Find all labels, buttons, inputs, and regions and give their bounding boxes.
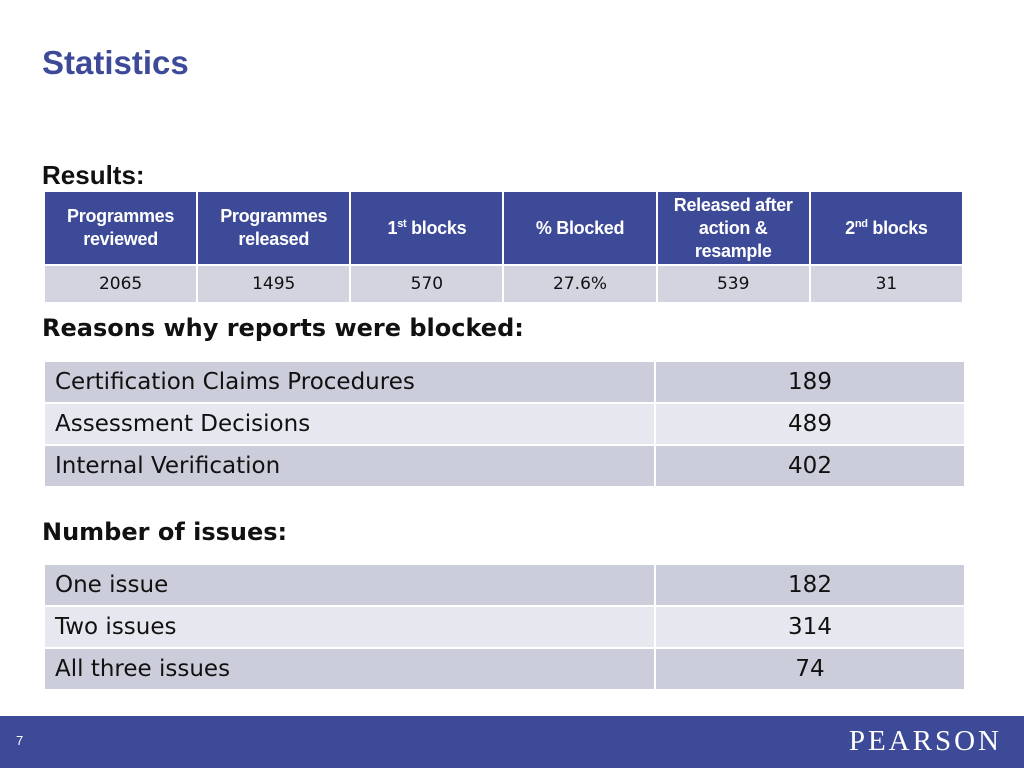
reason-count: 489 [655,403,965,445]
issue-count: 74 [655,648,965,690]
reason-label: Internal Verification [44,445,655,487]
value-programmes-released: 1495 [197,265,350,303]
issue-count: 314 [655,606,965,648]
header-first-blocks-label: blocks [406,217,467,238]
issues-heading: Number of issues: [42,518,288,546]
slide-title: Statistics [42,44,189,81]
value-first-blocks: 570 [350,265,503,303]
reason-count: 402 [655,445,965,487]
value-released-after-action: 539 [657,265,810,303]
issue-label: Two issues [44,606,655,648]
header-second-blocks [810,191,963,265]
table-row [44,403,965,445]
table-row [44,606,965,648]
results-value-row [44,265,963,303]
issue-label: All three issues [44,648,655,690]
header-released-after-action: Released after action & resample [657,191,810,265]
header-programmes-reviewed: Programmes reviewed [44,191,197,265]
header-second-blocks-label: blocks [867,217,928,238]
footer-bar [0,716,1024,768]
issues-table [43,563,966,691]
reasons-table [43,360,966,488]
reason-label: Certification Claims Procedures [44,361,655,403]
pearson-logo: PEARSON [848,725,1002,757]
reasons-heading: Reasons why reports were blocked: [42,314,524,342]
header-second-blocks-suffix: nd [854,217,868,230]
value-percent-blocked: 27.6% [503,265,656,303]
table-row [44,564,965,606]
table-row [44,648,965,690]
header-first-blocks-suffix: st [397,217,407,230]
table-row [44,361,965,403]
header-percent-blocked: % Blocked [503,191,656,265]
results-header-row [44,191,963,265]
header-programmes-released: Programmes released [197,191,350,265]
results-table [43,190,964,304]
issue-count: 182 [655,564,965,606]
header-first-blocks [350,191,503,265]
page-number: 7 [16,733,24,748]
value-second-blocks: 31 [810,265,963,303]
reason-count: 189 [655,361,965,403]
issue-label: One issue [44,564,655,606]
value-programmes-reviewed: 2065 [44,265,197,303]
header-second-blocks-number: 2 [845,217,855,238]
results-heading: Results: [42,160,145,190]
reason-label: Assessment Decisions [44,403,655,445]
table-row [44,445,965,487]
header-first-blocks-number: 1 [387,217,398,238]
